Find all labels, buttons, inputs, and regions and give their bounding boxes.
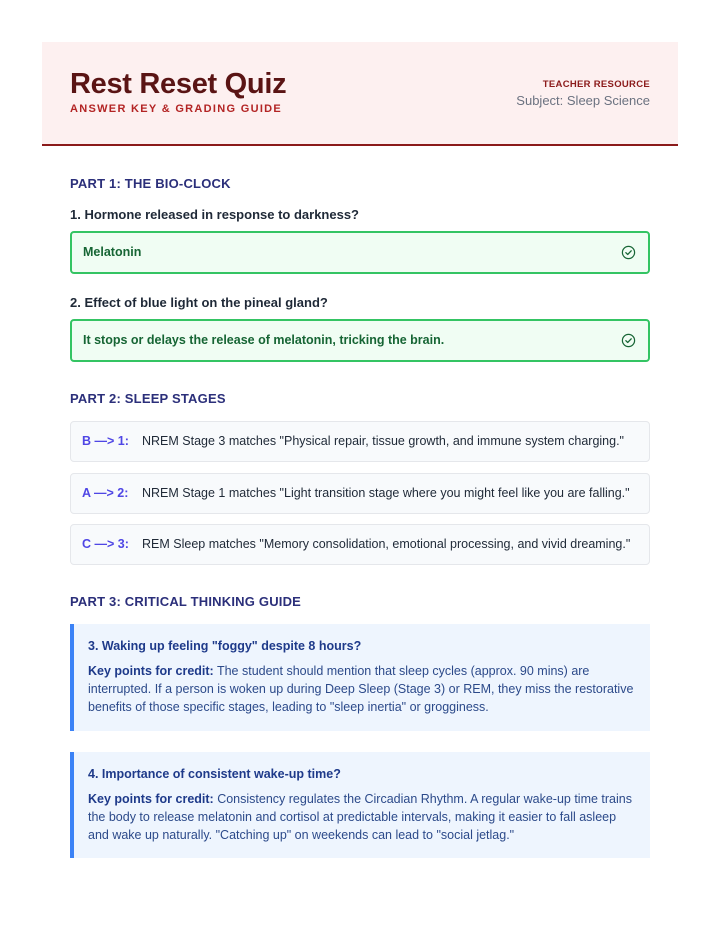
guide-question-4: 4. Importance of consistent wake-up time? [88,767,341,781]
document-header [42,42,678,146]
match-key-2: A —> 2: [82,486,129,500]
guide-label-3: Key points for credit: [88,664,214,678]
section-title-part2: PART 2: SLEEP STAGES [70,391,226,406]
page-title: Rest Reset Quiz [70,68,287,100]
match-text-2: NREM Stage 1 matches "Light transition stage where you might feel like you are falling." [142,486,630,500]
question-1: 1. Hormone released in response to darkness? [70,207,359,222]
match-row-1 [70,421,650,462]
match-row-2 [70,473,650,514]
guide-label-4: Key points for credit: [88,792,214,806]
question-2: 2. Effect of blue light on the pineal gland? [70,295,328,310]
guide-text-3: The student should mention that sleep cycles (approx. 90 mins) are interrupted. If a person is woken up during Deep Sleep (Stage 3) or REM, they miss the restorative benefits of those specific stages, leading to "sleep inertia" or grogginess. [88,664,634,714]
match-row-3 [70,524,650,565]
match-text-3: REM Sleep matches "Memory consolidation, emotional processing, and vivid dreaming." [142,537,631,551]
section-title-part1: PART 1: THE BIO-CLOCK [70,176,231,191]
check-circle-icon [621,333,636,348]
guide-text-4: Consistency regulates the Circadian Rhythm. A regular wake-up time trains the body to release melatonin and cortisol at predictable intervals, making it easier to fall asleep and wake up naturally. "Catching up" on weekends can lead to "social jetlag." [88,792,632,842]
answer-1: Melatonin [83,245,142,259]
guide-question-3: 3. Waking up feeling "foggy" despite 8 hours? [88,639,362,653]
match-key-3: C —> 3: [82,537,129,551]
guide-body-3 [88,662,638,716]
section-title-part3: PART 3: CRITICAL THINKING GUIDE [70,594,302,609]
subject-label: Subject: Sleep Science [516,93,650,108]
answer-box-1 [70,231,650,274]
match-key-1: B —> 1: [82,434,129,448]
page-subtitle: ANSWER KEY & GRADING GUIDE [70,103,283,115]
guide-box-4 [70,752,650,858]
answer-2: It stops or delays the release of melatonin, tricking the brain. [83,333,445,347]
match-text-1: NREM Stage 3 matches "Physical repair, tissue growth, and immune system charging." [142,434,624,448]
guide-body-4 [88,790,638,844]
resource-label: TEACHER RESOURCE [542,79,650,90]
check-circle-icon [621,245,636,260]
guide-box-3 [70,624,650,731]
answer-box-2 [70,319,650,362]
